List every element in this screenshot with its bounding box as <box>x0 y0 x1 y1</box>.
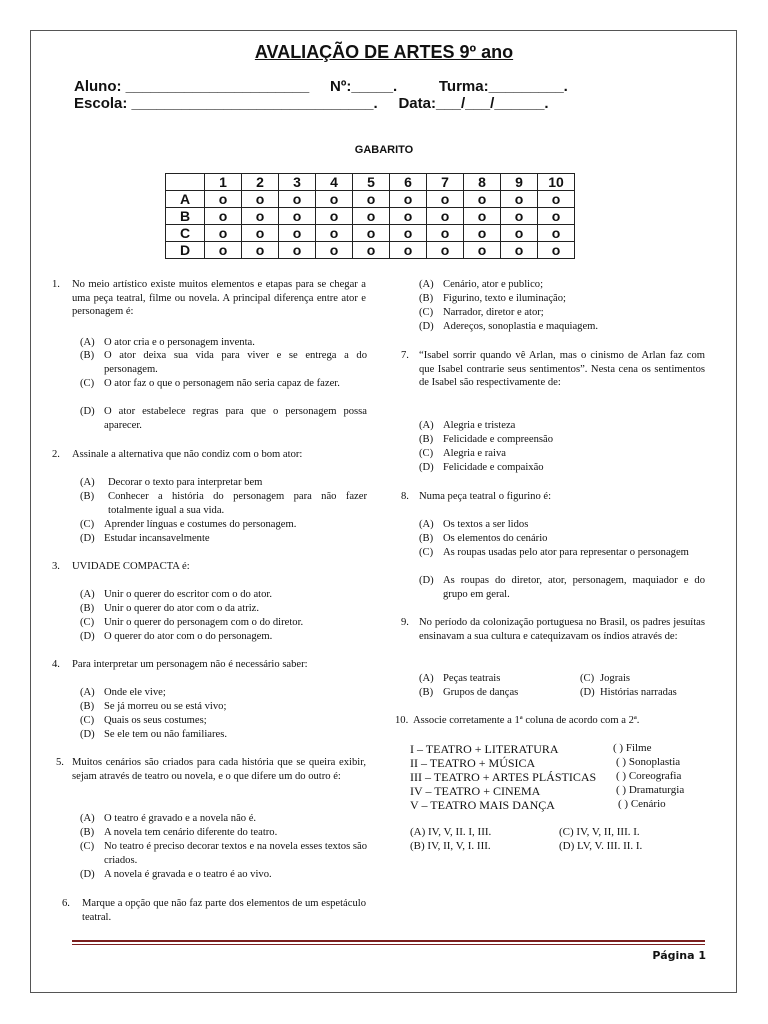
answer-bubble[interactable]: o <box>538 225 575 242</box>
assoc-right-3: ( ) Coreografia <box>616 770 682 782</box>
q10-option-b: (B) IV, II, V, I. III. <box>410 840 491 852</box>
answer-bubble[interactable]: o <box>538 191 575 208</box>
grid-row-label: B <box>166 208 205 225</box>
answer-bubble[interactable]: o <box>501 225 538 242</box>
grid-row-label: C <box>166 225 205 242</box>
answer-bubble[interactable]: o <box>390 208 427 225</box>
footer-rule <box>72 940 705 942</box>
grid-column-header: 9 <box>501 174 538 191</box>
answer-bubble[interactable]: o <box>427 225 464 242</box>
grid-column-header: 2 <box>242 174 279 191</box>
answer-bubble[interactable]: o <box>353 225 390 242</box>
answer-bubble[interactable]: o <box>205 242 242 259</box>
grid-column-header: 3 <box>279 174 316 191</box>
answer-bubble[interactable]: o <box>427 242 464 259</box>
assoc-left-1: I – TEATRO + LITERATURA <box>410 742 559 756</box>
answer-bubble[interactable]: o <box>464 242 501 259</box>
grid-row <box>166 225 575 242</box>
answer-bubble[interactable]: o <box>279 225 316 242</box>
answer-bubble[interactable]: o <box>390 242 427 259</box>
answer-bubble[interactable]: o <box>501 191 538 208</box>
assoc-left-2: II – TEATRO + MÚSICA <box>410 756 536 770</box>
answer-bubble[interactable]: o <box>353 242 390 259</box>
grid-column-header: 1 <box>205 174 242 191</box>
answer-bubble[interactable]: o <box>242 191 279 208</box>
answer-bubble[interactable]: o <box>242 225 279 242</box>
grid-column-header: 4 <box>316 174 353 191</box>
grid-column-header: 5 <box>353 174 390 191</box>
assoc-right-5: ( ) Cenário <box>618 798 666 810</box>
grid-row-label: D <box>166 242 205 259</box>
assoc-left-5: V – TEATRO MAIS DANÇA <box>410 798 555 812</box>
assoc-right-1: ( ) Filme <box>613 742 652 754</box>
answer-bubble[interactable]: o <box>464 191 501 208</box>
assoc-right-4: ( ) Dramaturgia <box>616 784 685 796</box>
grid-column-header: 10 <box>538 174 575 191</box>
answer-bubble[interactable]: o <box>427 208 464 225</box>
answer-bubble[interactable]: o <box>501 242 538 259</box>
answer-bubble[interactable]: o <box>538 242 575 259</box>
q10-option-a: (A) IV, V, II. I, III. <box>410 826 492 838</box>
answer-bubble[interactable]: o <box>316 208 353 225</box>
school-line: Escola: _____________________________. Data:___/___/______. <box>74 95 549 112</box>
answer-bubble[interactable]: o <box>205 225 242 242</box>
answer-bubble[interactable]: o <box>279 191 316 208</box>
answer-bubble[interactable]: o <box>501 208 538 225</box>
answer-bubble[interactable]: o <box>353 208 390 225</box>
answer-bubble[interactable]: o <box>390 225 427 242</box>
answer-bubble[interactable]: o <box>464 208 501 225</box>
answer-bubble[interactable]: o <box>242 242 279 259</box>
answer-bubble[interactable]: o <box>316 225 353 242</box>
answer-bubble[interactable]: o <box>464 225 501 242</box>
grid-corner <box>166 174 205 191</box>
assoc-left-4: IV – TEATRO + CINEMA <box>410 784 541 798</box>
grid-row-label: A <box>166 191 205 208</box>
grid-header-row <box>166 174 575 191</box>
grid-row <box>166 208 575 225</box>
answer-bubble[interactable]: o <box>316 242 353 259</box>
answer-bubble[interactable]: o <box>538 208 575 225</box>
assoc-right-2: ( ) Sonoplastia <box>616 756 681 768</box>
grid-column-header: 6 <box>390 174 427 191</box>
gabarito-label: GABARITO <box>354 144 414 156</box>
answer-bubble[interactable]: o <box>390 191 427 208</box>
footer-rule-thin <box>72 944 705 945</box>
q10-option-c: (C) IV, V, II, III. I. <box>559 826 640 838</box>
grid-column-header: 7 <box>427 174 464 191</box>
answer-bubble[interactable]: o <box>205 208 242 225</box>
grid-row <box>166 242 575 259</box>
q10-option-d: (D) LV, V. III. II. I. <box>559 840 643 852</box>
answer-bubble[interactable]: o <box>279 242 316 259</box>
page-number: Página 1 <box>652 949 706 962</box>
student-line: Aluno: ______________________ Nº:_____. Turma:_________. <box>74 78 568 95</box>
answer-bubble[interactable]: o <box>205 191 242 208</box>
question-1-text: No meio artístico existe muitos elementos e etapas para se chegar a uma peça teatral, filme ou novela. A principal diferença entre ator e personagem é: <box>72 279 366 318</box>
answer-grid <box>165 173 575 259</box>
answer-bubble[interactable]: o <box>353 191 390 208</box>
answer-bubble[interactable]: o <box>427 191 464 208</box>
answer-bubble[interactable]: o <box>316 191 353 208</box>
grid-column-header: 8 <box>464 174 501 191</box>
answer-bubble[interactable]: o <box>279 208 316 225</box>
assoc-left-3: III – TEATRO + ARTES PLÁSTICAS <box>410 770 597 784</box>
grid-row <box>166 191 575 208</box>
page-title: AVALIAÇÃO DE ARTES 9º ano <box>254 42 514 62</box>
answer-bubble[interactable]: o <box>242 208 279 225</box>
